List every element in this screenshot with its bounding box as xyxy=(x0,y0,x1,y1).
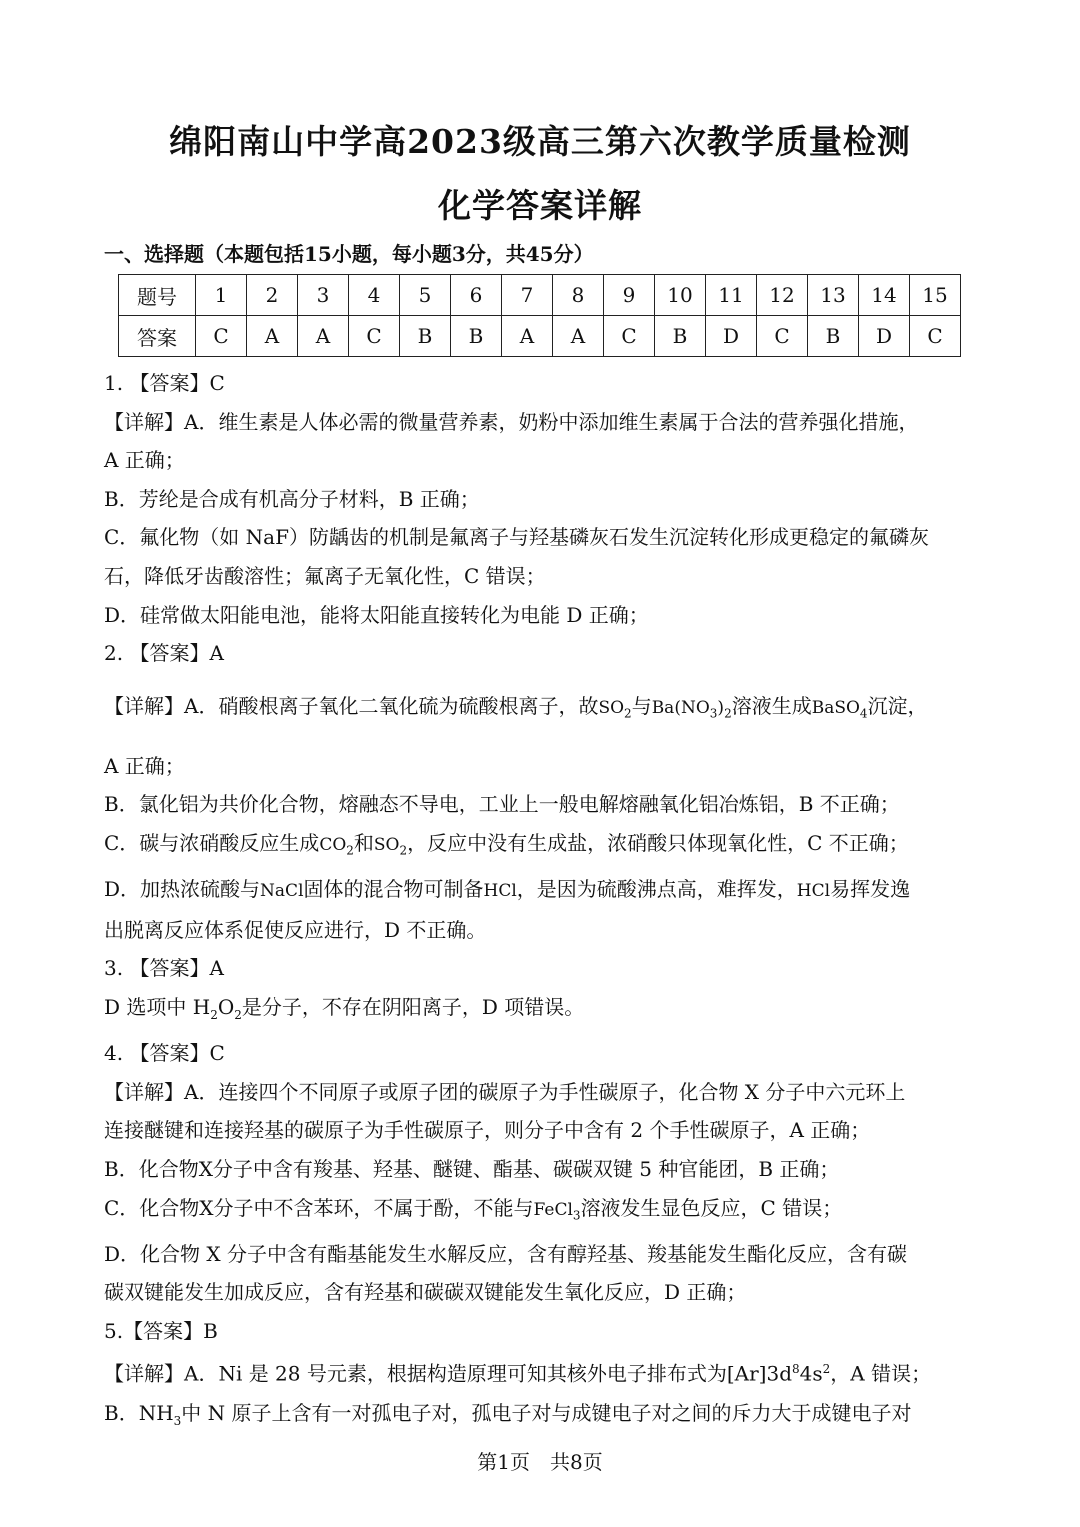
q1-option-c-line1: C．氟化物（如 NaF）防龋齿的机制是氟离子与羟基磷灰石发生沉淀转化形成更稳定的氟磷灰 xyxy=(104,525,929,550)
q1-option-c-line2: 石，降低牙齿酸溶性；氟离子无氧化性，C 错误； xyxy=(104,563,546,588)
q3-option-d: D 选项中 $H_2O_2$是分子，不存在阴阳离子，D 项错误。 xyxy=(104,994,585,1022)
answer-cell: B xyxy=(655,316,706,357)
table-header-number: 题号 xyxy=(119,275,196,316)
question-number-cell: 2 xyxy=(247,275,298,316)
q4-option-b: B．化合物X分子中含有羧基、羟基、醚键、酯基、碳碳双键 5 种官能团，B 正确； xyxy=(104,1157,840,1182)
q2-answer: 2. 【答案】A xyxy=(104,641,224,666)
answer-cell: B xyxy=(400,316,451,357)
answer-cell: A xyxy=(502,316,553,357)
table-row-numbers xyxy=(119,275,961,316)
answer-cell: D xyxy=(859,316,910,357)
answer-cell: C xyxy=(604,316,655,357)
q1-option-a-line1: 【详解】A．维生素是人体必需的微量营养素，奶粉中添加维生素属于合法的营养强化措施， xyxy=(104,409,919,434)
q1-option-a-line2: A 正确； xyxy=(104,448,185,473)
question-number-cell: 11 xyxy=(706,275,757,316)
q1-answer: 1. 【答案】C xyxy=(104,371,225,395)
explanation-body xyxy=(104,364,979,1440)
question-number-cell: 12 xyxy=(757,275,808,316)
q5-option-a: 【详解】A．Ni 是 28 号元素，根据构造原理可知其核外电子排布式为$[Ar]3d^84s^2$，A 错误； xyxy=(104,1362,932,1387)
section-heading: 一、选择题（本题包括15小题，每小题3分，共45分） xyxy=(104,242,594,266)
question-number-cell: 3 xyxy=(298,275,349,316)
question-number-cell: 14 xyxy=(859,275,910,316)
answer-cell: A xyxy=(553,316,604,357)
answer-cell: C xyxy=(349,316,400,357)
formula-so2: $SO_2$ xyxy=(598,697,632,721)
answer-cell: D xyxy=(706,316,757,357)
q3-answer: 3. 【答案】A xyxy=(104,956,224,981)
question-number-cell: 1 xyxy=(196,275,247,316)
question-number-cell: 13 xyxy=(808,275,859,316)
q2-option-a-line2: A 正确； xyxy=(104,753,185,778)
q4-option-d-line2: 碳双键能发生加成反应，含有羟基和碳碳双键能发生氧化反应，D 正确； xyxy=(104,1280,747,1305)
answer-cell: A xyxy=(247,316,298,357)
answer-cell: C xyxy=(757,316,808,357)
q2-option-a-line1: 【详解】A．硝酸根离子氧化二氧化硫为硫酸根离子，故$SO_2$与$Ba(NO_3)_2$溶液生成BaSO$_4$沉淀， xyxy=(104,693,928,721)
question-number-cell: 9 xyxy=(604,275,655,316)
question-number-cell: 15 xyxy=(910,275,961,316)
answer-cell: B xyxy=(451,316,502,357)
page-footer: 第1页 共8页 xyxy=(477,1450,603,1474)
q4-option-a-line1: 【详解】A．连接四个不同原子或原子团的碳原子为手性碳原子，化合物 X 分子中六元环上 xyxy=(104,1079,906,1104)
page-title: 绵阳南山中学高2023级高三第六次教学质量检测 xyxy=(169,122,911,161)
question-number-cell: 4 xyxy=(349,275,400,316)
q4-option-c: C．化合物X分子中不含苯环，不属于酚，不能与FeCl$_3$溶液发生显色反应，C 错误； xyxy=(104,1195,843,1223)
question-number-cell: 8 xyxy=(553,275,604,316)
q2-option-b: B．氯化铝为共价化合物，熔融态不导电，工业上一般电解熔融氧化铝冶炼铝，B 不正确； xyxy=(104,792,900,817)
q1-option-b: B．芳纶是合成有机高分子材料，B 正确； xyxy=(104,486,480,511)
q2-option-c: C．碳与浓硝酸反应生成$CO_2$和$SO_2$，反应中没有生成盐，浓硝酸只体现氧化性，C 不正确； xyxy=(104,830,909,858)
table-header-answer: 答案 xyxy=(119,316,196,357)
formula-nacl: NaCl xyxy=(260,880,304,901)
formula-hcl: HCl xyxy=(796,880,831,901)
q1-option-d: D．硅常做太阳能电池，能将太阳能直接转化为电能 D 正确； xyxy=(104,602,649,627)
answer-cell: A xyxy=(298,316,349,357)
answer-table xyxy=(118,274,961,357)
formula-ba-no3-2: $Ba(NO_3)_2$ xyxy=(651,697,732,721)
formula-hcl: HCl xyxy=(483,880,517,901)
question-number-cell: 7 xyxy=(502,275,553,316)
formula-baso4: BaSO$_4$ xyxy=(811,697,868,721)
q2-option-d-line1: D．加热浓硫酸与NaCl固体的混合物可制备HCl，是因为硫酸沸点高，难挥发，HCl易挥发逸 xyxy=(104,876,911,901)
q4-option-a-line2: 连接醚键和连接羟基的碳原子为手性碳原子，则分子中含有 2 个手性碳原子，A 正确； xyxy=(104,1118,871,1143)
q5-option-b: B．$NH_3$中 N 原子上含有一对孤电子对，孤电子对与成键电子对之间的斥力大于成键电子对 xyxy=(104,1400,912,1428)
table-row-answers xyxy=(119,316,961,357)
answer-cell: B xyxy=(808,316,859,357)
answer-cell: C xyxy=(910,316,961,357)
formula-fecl3: FeCl$_3$ xyxy=(533,1199,581,1223)
page-subtitle: 化学答案详解 xyxy=(438,186,642,225)
answer-cell: C xyxy=(196,316,247,357)
q4-answer: 4. 【答案】C xyxy=(104,1041,225,1066)
question-number-cell: 10 xyxy=(655,275,706,316)
question-number-cell: 6 xyxy=(451,275,502,316)
question-number-cell: 5 xyxy=(400,275,451,316)
formula-co2: $CO_2$ xyxy=(319,834,354,858)
formula-so2: $SO_2$ xyxy=(373,834,408,858)
q5-answer: 5.【答案】B xyxy=(104,1318,218,1343)
q2-option-d-line2: 出脱离反应体系促使反应进行，D 不正确。 xyxy=(104,917,487,942)
q4-option-d-line1: D．化合物 X 分子中含有酯基能发生水解反应，含有醇羟基、羧基能发生酯化反应，含有碳 xyxy=(104,1241,907,1266)
